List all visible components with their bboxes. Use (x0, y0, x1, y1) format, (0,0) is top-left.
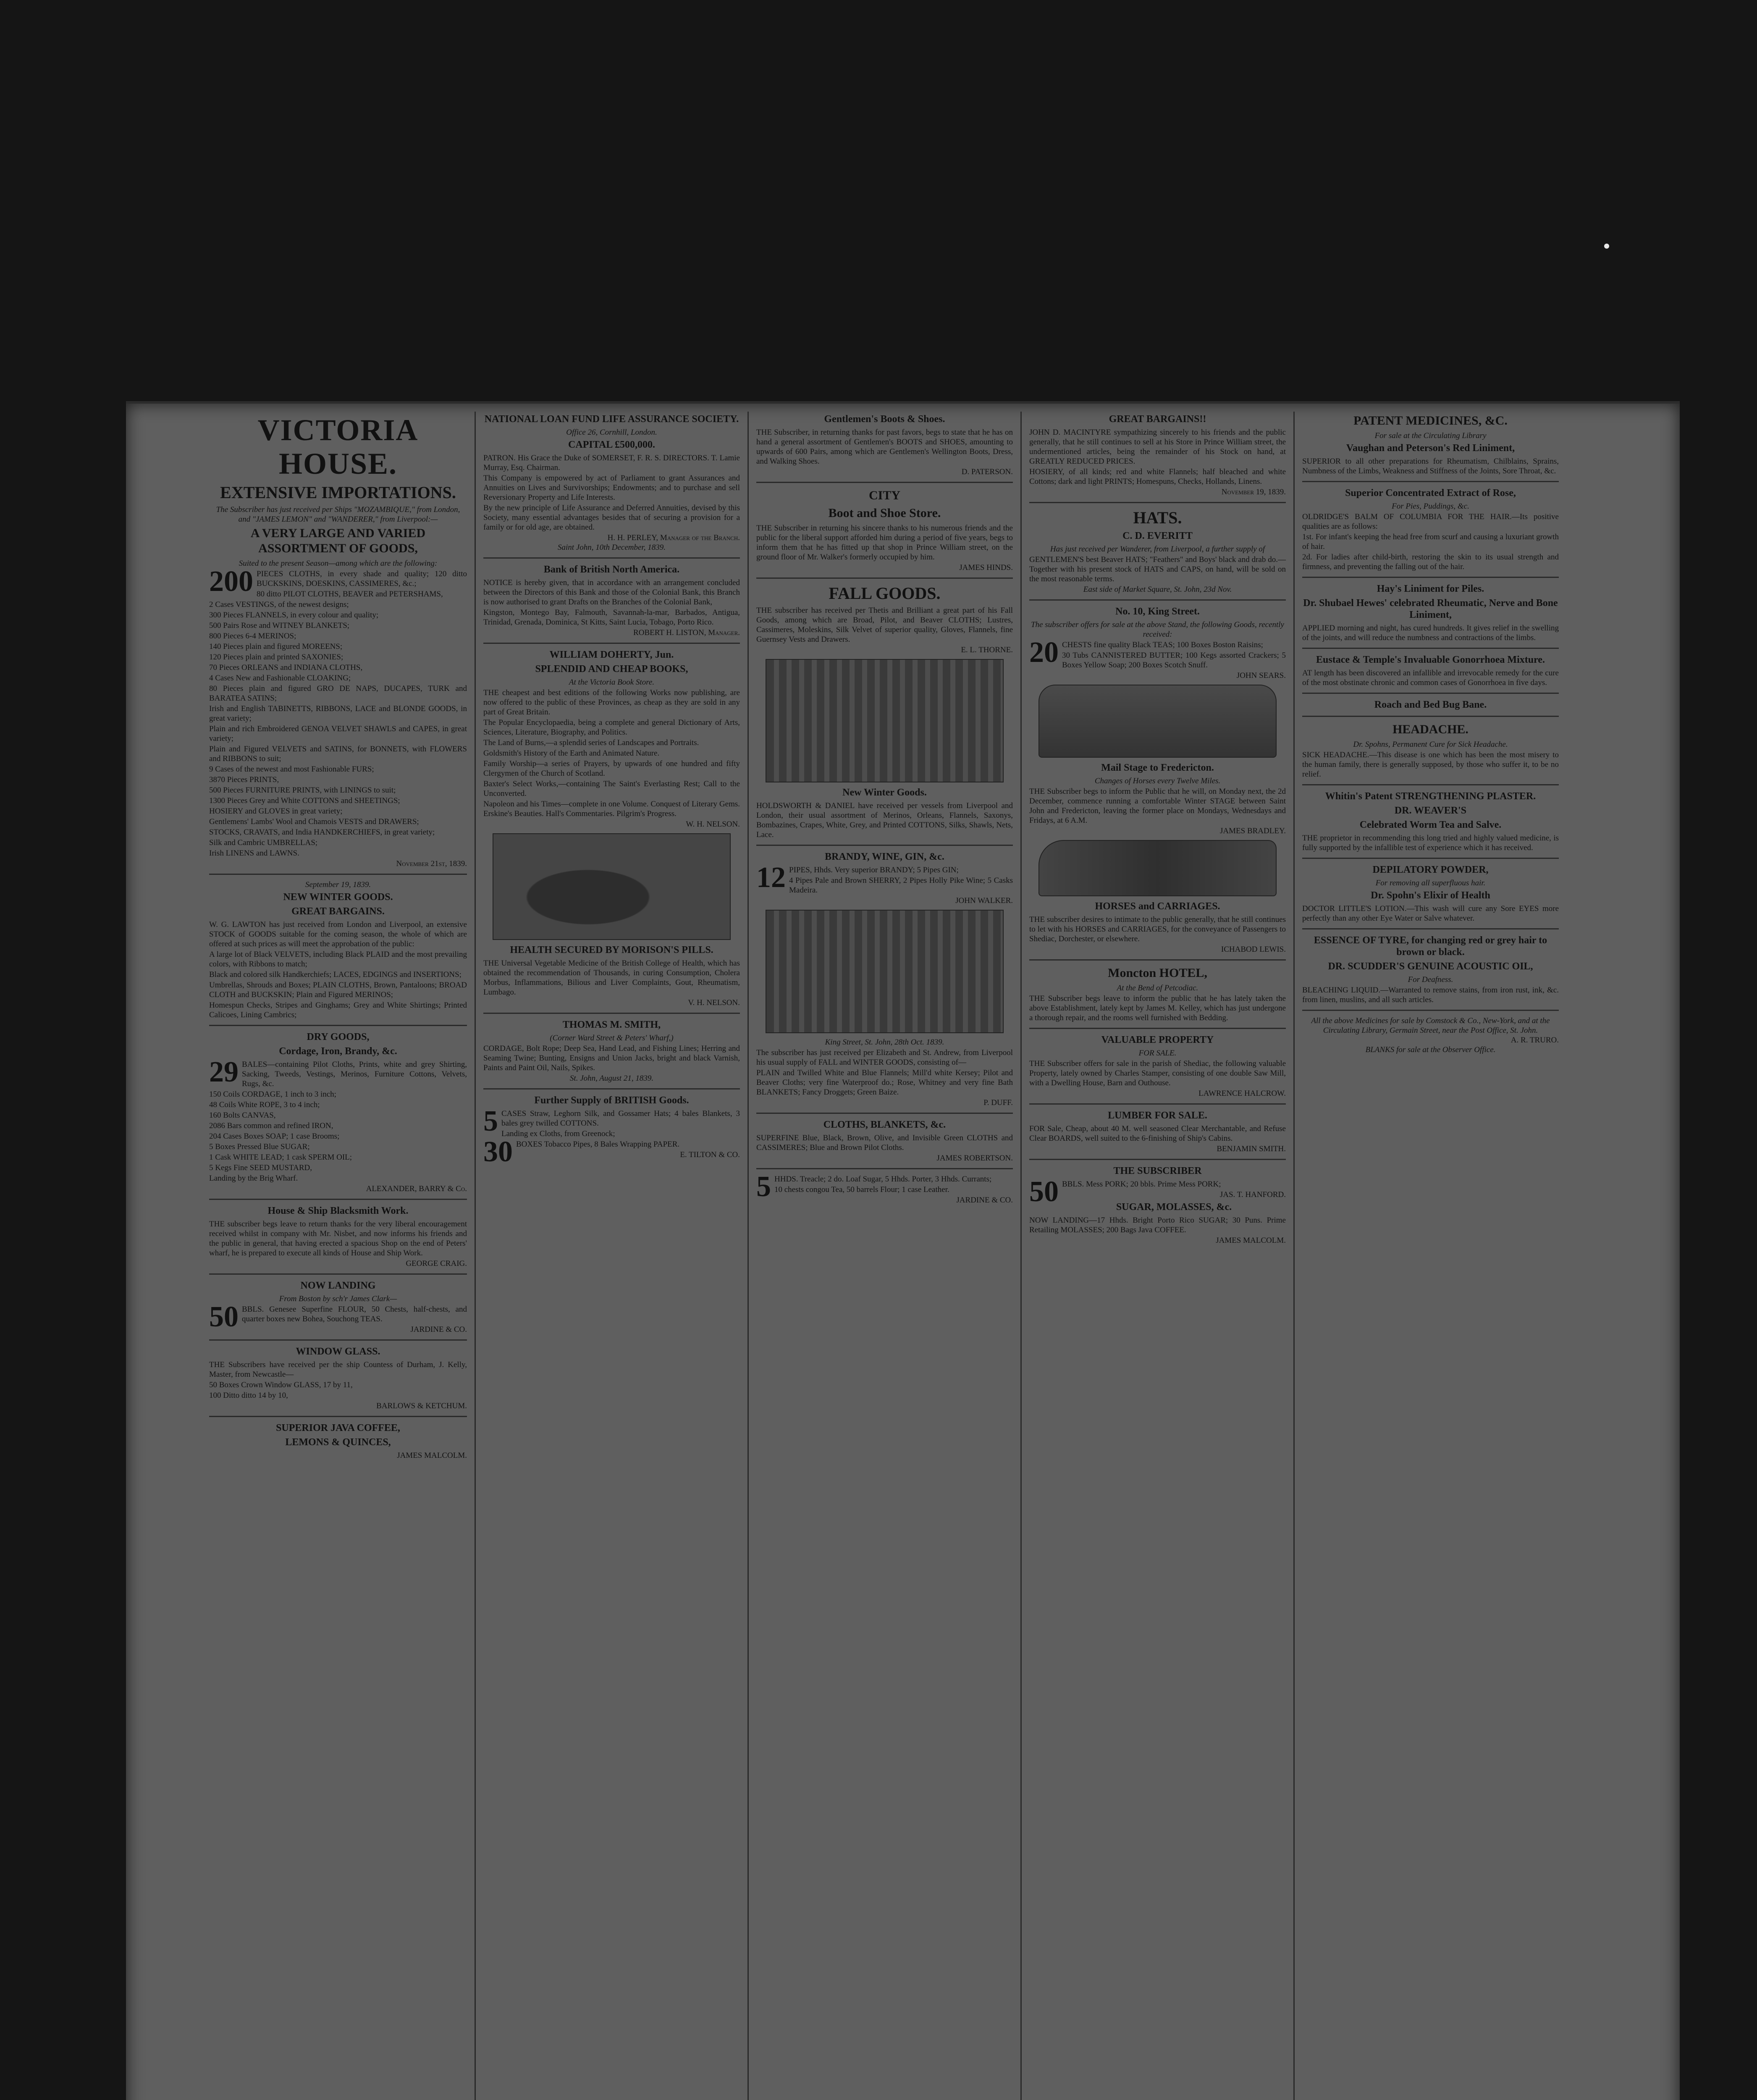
headline: EXTENSIVE IMPORTATIONS. (220, 483, 456, 502)
column-divider (209, 1416, 467, 1417)
headline: Bank of British North America. (543, 564, 680, 575)
headline: VICTORIA HOUSE. (257, 413, 419, 480)
headline: Roach and Bed Bug Bane. (1374, 699, 1487, 710)
ad-text-line: 1 Cask WHITE LEAD; 1 cask SPERM OIL; (209, 1153, 352, 1162)
headline: Boot and Shoe Store. (828, 506, 941, 520)
headline: NOW LANDING (300, 1280, 376, 1291)
ad-text-line: The Popular Encyclopaedia, being a complete and general Dictionary of Arts, Sciences, Literature, Biography, and Politics. (483, 718, 740, 737)
advertiser-signature: ICHABOD LEWIS. (1221, 945, 1286, 954)
lead-text: PIPES, Hhds. Very superior BRANDY; 5 Pipes GIN; (789, 866, 959, 874)
column-divider (1302, 1010, 1559, 1011)
subheading: East side of Market Square, St. John, 23d Nov. (1083, 585, 1232, 594)
ad-text-line: 10 chests congou Tea, 50 barrels Flour; 1 case Leather. (774, 1185, 949, 1194)
advertiser-signature: BARLOWS & KETCHUM. (376, 1402, 467, 1410)
ad-text-line: 150 Coils CORDAGE, 1 inch to 3 inch; (209, 1090, 336, 1099)
coach-woodcut-illustration (1038, 685, 1276, 758)
ad-text-line: STOCKS, CRAVATS, and India HANDKERCHIEFS, in great variety; (209, 828, 435, 837)
headline: C. D. EVERITT (1122, 530, 1193, 541)
ad-text-line: 5 Boxes Pressed Blue SUGAR; (209, 1142, 310, 1151)
headline: Cordage, Iron, Brandy, &c. (279, 1046, 397, 1057)
ad-text-line: 160 Bolts CANVAS, (209, 1111, 276, 1120)
headline: Celebrated Worm Tea and Salve. (1359, 819, 1502, 830)
ad-text-line: 50 Boxes Crown Window GLASS, 17 by 11, (209, 1381, 353, 1389)
ad-text-line: DOCTOR LITTLE'S LOTION.—This wash will cure any Sore EYES more perfectly than any other Eye Water or Salve whatever. (1302, 904, 1559, 923)
advertiser-signature: JAMES ROBERTSON. (936, 1154, 1013, 1163)
subheading: Office 26, Cornhill, London. (566, 428, 657, 437)
advertiser-signature: JAMES BRADLEY. (1220, 827, 1286, 835)
headline: SPLENDID AND CHEAP BOOKS, (535, 664, 688, 675)
subheading: FOR SALE. (1138, 1049, 1177, 1058)
ad-text-line: HOSIERY and GLOVES in great variety; (209, 807, 343, 816)
ad-text-line: A large lot of Black VELVETS, including Black PLAID and the most prevailing colors, with Ribbons to match; (209, 950, 467, 969)
headline: No. 10, King Street. (1115, 606, 1200, 617)
ad-text-line: THE proprietor in recommending this long tried and highly valued medicine, is fully supported by the infallible test of experience which it has received. (1302, 834, 1559, 852)
ad-text-line: THE Subscriber, in returning thanks for past favors, begs to state that he has on hand a general assortment of Gentlemen's BOOTS and SHOES, amounting to upwards of 600 Pairs, among which are Gentlemen's Wellington Boots, Dress, and Walking Shoes. (756, 428, 1013, 466)
subheading: At the Bend of Petcodiac. (1117, 984, 1198, 992)
subheading: The subscriber offers for sale at the above Stand, the following Goods, recently received: (1031, 620, 1284, 639)
subheading: King Street, St. John, 28th Oct. 1839. (825, 1038, 944, 1047)
headline: CITY (868, 488, 900, 502)
ad-text-line: Family Worship—a series of Prayers, by upwards of one hundred and fifty Clergymen of the Church of Scotland. (483, 759, 740, 778)
lead-quantity: 5 (756, 1171, 771, 1203)
headline: Eustace & Temple's Invaluable Gonorrhoea Mixture. (1316, 654, 1545, 665)
subheading: Saint John, 10th December, 1839. (558, 543, 666, 552)
ad-text-line: 3870 Pieces PRINTS, (209, 775, 279, 784)
headline: VALUABLE PROPERTY (1101, 1034, 1214, 1045)
headline: A VERY LARGE AND VARIED ASSORTMENT OF GOODS, (250, 526, 426, 555)
column-divider (1029, 502, 1286, 503)
lead-text: BOXES Tobacco Pipes, 8 Bales Wrapping PAPER. (516, 1140, 680, 1149)
headline: House & Ship Blacksmith Work. (267, 1205, 409, 1216)
headline: THOMAS M. SMITH, (562, 1019, 661, 1030)
ad-text-line: W. G. LAWTON has just received from London and Liverpool, an extensive STOCK of GOODS suitable for the coming season, the whole of which are offered at such prices as will meet the approbation of the public: (209, 920, 467, 948)
ad-text-line: 800 Pieces 6-4 MERINOS; (209, 632, 296, 640)
headline: Vaughan and Peterson's Red Liniment, (1346, 443, 1515, 454)
headline: HORSES and CARRIAGES. (1095, 901, 1220, 912)
subheading: For Deafness. (1408, 975, 1453, 984)
column-divider (756, 1113, 1013, 1114)
headline: Dr. Spohn's Elixir of Health (1371, 890, 1490, 901)
advertiser-signature: November 19, 1839. (1221, 488, 1286, 496)
column-3 (747, 412, 1020, 2100)
ad-text-line: Napoleon and his Times—complete in one Volume. Conquest of Literary Gems. Erskine's Beauties. Hall's Commentaries. Pilgrim's Progress. (483, 800, 740, 818)
advertiser-signature: ALEXANDER, BARRY & Co. (366, 1184, 467, 1193)
advertiser-signature: P. DUFF. (983, 1098, 1013, 1107)
subheading: Dr. Spohns, Permanent Cure for Sick Headache. (1353, 740, 1508, 749)
headline: Gentlemen's Boots & Shoes. (824, 414, 945, 425)
lead-quantity: 29 (209, 1056, 239, 1088)
column-divider (209, 874, 467, 875)
column-divider (209, 1273, 467, 1275)
subheading: Suited to the present Season—among which are the following: (239, 559, 438, 568)
headline: WINDOW GLASS. (296, 1346, 380, 1357)
column-divider (483, 1013, 740, 1014)
headline: Whitin's Patent STRENGTHENING PLASTER. (1325, 791, 1536, 802)
subheading: The Subscriber has just received per Ships "MOZAMBIQUE," from London, and "JAMES LEMON" and "WANDERER," from Liverpool:— (216, 505, 460, 524)
ad-text-line: 2d. For ladies after child-birth, restoring the skin to its usual strength and firmness, and preventing the falling out of the hair. (1302, 553, 1559, 571)
column-divider (1302, 648, 1559, 649)
advertiser-signature: JAMES HINDS. (959, 563, 1013, 572)
advertiser-signature: D. PATERSON. (961, 467, 1013, 476)
ad-text-line: 4 Pipes Pale and Brown SHERRY, 2 Pipes Holly Pike Wine; 5 Casks Madeira. (789, 876, 1013, 895)
ad-text-line: By the new principle of Life Assurance and Deferred Annuities, devised by this Society, many essential advantages besides that of securing a provision for a family or for old age, are obtained. (483, 504, 740, 532)
column-divider (483, 643, 740, 644)
advertiser-signature: LAWRENCE HALCROW. (1198, 1089, 1286, 1098)
ad-text-line: Silk and Cambric UMBRELLAS; (209, 838, 318, 847)
column-divider (1029, 599, 1286, 601)
advertiser-signature: H. H. PERLEY, Manager of the Branch. (607, 533, 740, 542)
column-divider (1029, 959, 1286, 961)
column-divider (756, 845, 1013, 846)
subheading: For Pies, Puddings, &c. (1392, 502, 1469, 511)
column-divider (756, 482, 1013, 483)
ad-text-line: THE Subscriber begs leave to inform the public that he has lately taken the above Establishment, lately kept by James M. Kelley, which has just undergone a thorough repair, and the rooms well furnished with Bedding. (1029, 994, 1286, 1022)
ad-text-line: FOR Sale, Cheap, about 40 M. well seasoned Clear Merchantable, and Refuse Clear BOARDS, well suited to the 6-finishing of Ship's Cabins. (1029, 1124, 1286, 1143)
headline: WILLIAM DOHERTY, Jun. (549, 649, 674, 660)
advertiser-signature: JOHN WALKER. (955, 896, 1013, 905)
advertiser-signature: GEORGE CRAIG. (406, 1259, 467, 1268)
ad-text-line: 500 Pairs Rose and WITNEY BLANKETS; (209, 621, 350, 630)
subheading: For sale at the Circulating Library (1374, 431, 1487, 440)
advertiser-signature: November 21st, 1839. (396, 859, 467, 868)
headline: CAPITAL £500,000. (568, 439, 655, 450)
ad-text-line: Kingston, Montego Bay, Falmouth, Savannah-la-mar, Barbados, Antigua, Trinidad, Grenada, Dominica, St Kitts, Saint Lucia, Tobago, Porto Rico. (483, 608, 740, 627)
lead-text: BBLS. Mess PORK; 20 bbls. Prime Mess PORK; (1062, 1180, 1221, 1189)
ad-text-line: SICK HEADACHE.—This disease is one which has been the most misery to the human family, there is generally supposed, by those who suffer it, to be no relief. (1302, 751, 1559, 779)
advertiser-signature: JOHN SEARS. (1236, 671, 1286, 680)
subheading: From Boston by sch'r James Clark— (279, 1294, 397, 1303)
column-divider (209, 1199, 467, 1200)
subheading: (Corner Ward Street & Peters' Wharf,) (550, 1034, 674, 1042)
advertiser-signature: JAS. T. HANFORD. (1219, 1190, 1286, 1199)
advertiser-signature: V. H. NELSON. (688, 998, 740, 1007)
advertisement-columns (202, 412, 1566, 2100)
headline: Hay's Liniment for Piles. (1377, 583, 1484, 594)
ad-text-line: 1300 Pieces Grey and White COTTONS and SHEETINGS; (209, 796, 400, 805)
lead-text: CASES Straw, Leghorn Silk, and Gossamer Hats; 4 bales Blankets, 3 bales grey twilled COTTONS. (501, 1109, 740, 1128)
ad-text-line: 5 Kegs Fine SEED MUSTARD, (209, 1163, 312, 1172)
ad-text-line: 80 ditto PILOT CLOTHS, BEAVER and PETERSHAMS, (257, 590, 443, 598)
subheading: St. John, August 21, 1839. (569, 1074, 654, 1083)
ad-text-line: This Company is empowered by act of Parliament to grant Assurances and Annuities on Lives and Survivorships; Endowments; and to purchase and sell Reversionary Property and Life Interests. (483, 474, 740, 502)
ad-text-line: THE Subscriber begs to inform the Public that he will, on Monday next, the 2d December, commence running a comfortable Winter STAGE between Saint John and Fredericton, leaving the former place on Mondays, Wednesdays and Fridays, at 6 A.M. (1029, 787, 1286, 825)
ad-text-line: THE Subscriber in returning his sincere thanks to his numerous friends and the public for the liberal support afforded him during a period of five years, begs to inform them that he has fitted up that shop in Prince William street, on the ground floor of Mr. Walker's formerly occupied by him. (756, 524, 1013, 562)
subheading: At the Victoria Book Store. (569, 678, 655, 687)
ad-text-line: SUPERIOR to all other preparations for Rheumatism, Chilblains, Sprains, Numbness of the Limbs, Weakness and Stiffness of the Joints, Sore Throat, &c. (1302, 457, 1559, 475)
headline: DEPILATORY POWDER, (1372, 864, 1489, 875)
ad-text-line: PLAIN and Twilled White and Blue Flannels; Mill'd white Kersey; Pilot and Beaver Cloths; very fine Waterproof do.; Rose, Whitney and very fine Bath BLANKETS; Fancy Droggets; Green Baize. (756, 1068, 1013, 1097)
headline: HEADACHE. (1392, 722, 1469, 736)
ad-text-line: 70 Pieces ORLEANS and INDIANA CLOTHS, (209, 663, 363, 672)
advertiser-signature: A. R. TRURO. (1510, 1036, 1559, 1045)
lead-quantity: 50 (1029, 1176, 1059, 1208)
column-divider (483, 557, 740, 559)
ad-text-line: Irish and English TABINETTS, RIBBONS, LACE and BLONDE GOODS, in great variety; (209, 704, 467, 723)
ad-text-line: 2086 Bars common and refined IRON, (209, 1121, 333, 1130)
advertiser-signature: JARDINE & CO. (410, 1325, 467, 1334)
ad-text-line: Irish LINENS and LAWNS. (209, 849, 299, 858)
ad-text-line: SUPERFINE Blue, Black, Brown, Olive, and Invisible Green CLOTHS and CASSIMERES; Blue and Brown Pilot Cloths. (756, 1134, 1013, 1152)
ad-text-line: Black and colored silk Handkerchiefs; LACES, EDGINGS and INSERTIONS; (209, 970, 462, 979)
advertiser-signature: JAMES MALCOLM. (397, 1451, 467, 1460)
ad-text-line: 140 Pieces plain and figured MOREENS; (209, 642, 343, 651)
ad-text-line: Gentlemens' Lambs' Wool and Chamois VESTS and DRAWERS; (209, 817, 419, 826)
headline: Superior Concentrated Extract of Rose, (1345, 488, 1516, 499)
column-2 (475, 412, 747, 2100)
ad-text-line: Baxter's Select Works,—containing The Saint's Everlasting Rest; Call to the Unconverted. (483, 780, 740, 798)
ad-text-line: The Land of Burns,—a splendid series of Landscapes and Portraits. (483, 738, 699, 747)
column-divider (1302, 577, 1559, 578)
lead-quantity: 50 (209, 1301, 239, 1333)
lead-text: BALES—containing Pilot Cloths, Prints, white and grey Shirting, Sacking, Tweeds, Vestings, Merinos, Furniture Cottons, Velvets, Rugs, &c. (242, 1060, 467, 1088)
lead-quantity: 20 (1029, 636, 1059, 669)
column-divider (1302, 693, 1559, 694)
advertiser-signature: JAMES MALCOLM. (1216, 1236, 1286, 1245)
advertiser-signature: W. H. NELSON. (686, 820, 740, 829)
ad-text-line: OLDRIDGE'S BALM OF COLUMBIA FOR THE HAIR.—Its positive qualities are as follows: (1302, 512, 1559, 531)
subheading: Has just received per Wanderer, from Liverpool, a further supply of (1050, 545, 1265, 554)
headline: SUGAR, MOLASSES, &c. (1116, 1202, 1232, 1213)
column-4 (1020, 412, 1293, 2100)
ad-text-line: 204 Cases Boxes SOAP; 1 case Brooms; (209, 1132, 340, 1141)
column-divider (1302, 784, 1559, 785)
headline: BRANDY, WINE, GIN, &c. (825, 851, 944, 862)
ad-text-line: Goldsmith's History of the Earth and Animated Nature. (483, 749, 660, 758)
ad-text-line: NOW LANDING—17 Hhds. Bright Porto Rico SUGAR; 30 Puns. Prime Retailing MOLASSES; 200 Bags Java COFFEE. (1029, 1216, 1286, 1234)
lead-text: BBLS. Genesee Superfine FLOUR, 50 Chests, half-chests, and quarter boxes new Bohea, Souchong TEAS. (242, 1305, 467, 1323)
headline: GREAT BARGAINS. (291, 906, 385, 917)
ad-text-line: Umbrellas, Shrouds and Boxes; PLAIN CLOTHS, Brown, Pantaloons; BROAD CLOTH and BUCKSKIN; Plain and Figured MERINOS; (209, 981, 467, 999)
lead-quantity: 5 (483, 1105, 498, 1137)
ad-text-line: THE subscriber has received per Thetis and Brilliant a great part of his Fall Goods, among which are Broad, Pilot, and Beaver CLOTHS; Lustres, Cassimeres, Moleskins, Silk Velvet of superior quality, Gloves, Flannels, fine Guernsey Vests and Drawers. (756, 606, 1013, 644)
ad-text-line: AT length has been discovered an infallible and irrevocable remedy for the cure of the most obstinate chronic and common cases of Gonorrhoea in five days. (1302, 669, 1559, 687)
subheading: September 19, 1839. (305, 880, 371, 889)
headline: GREAT BARGAINS!! (1109, 414, 1206, 425)
ad-text-line: Landing by the Brig Wharf. (209, 1174, 298, 1183)
ad-text-line: CORDAGE, Bolt Rope; Deep Sea, Hand Lead, and Fishing Lines; Herring and Seaming Twine; Bunting, Ensigns and Union Jacks, bright and black Varnish, Paints and Paint Oil, Nails, Spikes. (483, 1044, 740, 1072)
ad-text-line: 30 Tubs CANNISTERED BUTTER; 100 Kegs assorted Crackers; 5 Boxes Yellow Soap; 200 Boxes Scotch Snuff. (1062, 651, 1286, 669)
headline: ESSENCE OF TYRE, for changing red or grey hair to brown or black. (1314, 935, 1547, 958)
ad-text-line: 1st. For infant's keeping the head free from scurf and causing a luxuriant growth of hair. (1302, 533, 1559, 551)
ad-text-line: THE subscriber begs leave to return thanks for the very liberal encouragement received whilst in company with Mr. Nisbet, and now informs his friends and the public in general, that having erected a spacious Shop on the end of Peters' wharf, he is prepared to execute all kinds of House and Ship Work. (209, 1220, 467, 1257)
ad-text-line: The subscriber has just received per Elizabeth and St. Andrew, from Liverpool his usual supply of FALL and WINTER GOODS, consisting of— (756, 1048, 1013, 1067)
column-divider (1029, 1159, 1286, 1160)
horse-woodcut-illustration (1038, 840, 1276, 896)
page-top-rule (126, 401, 1680, 404)
lead-quantity: 30 (483, 1136, 513, 1168)
column-divider (756, 1168, 1013, 1169)
subheading: All the above Medicines for sale by Comstock & Co., New-York, and at the Circulating Library, Germain Street, near the Post Office, St. John. (1311, 1016, 1550, 1035)
ad-text-line: THE Subscribers have received per the ship Countess of Durham, J. Kelly, Master, from Newcastle— (209, 1360, 467, 1379)
headline: FALL GOODS. (829, 584, 941, 603)
headline: Dr. Shubael Hewes' celebrated Rheumatic, Nerve and Bone Liniment, (1303, 598, 1558, 620)
headline: New Winter Goods. (842, 787, 927, 798)
ad-text-line: 80 Pieces plain and figured GRO DE NAPS, DUCAPES, TURK and BARATEA SATINS; (209, 684, 467, 703)
ad-text-line: APPLIED morning and night, has cured hundreds. It gives relief in the swelling of the joints, and will reduce the numbness and contractions of the limbs. (1302, 624, 1559, 642)
ad-lead-paragraph (209, 1056, 467, 1089)
column-divider (209, 1339, 467, 1341)
column-5 (1293, 412, 1566, 2100)
ad-text-line: GENTLEMEN'S best Beaver HATS; "Feathers" and Boys' black and drab do.—Together with his present stock of HATS and CAPS, on hand, will be sold on the most reasonable terms. (1029, 555, 1286, 583)
advertiser-signature: E. L. THORNE. (961, 646, 1013, 654)
column-divider (1029, 1103, 1286, 1105)
lead-quantity: 200 (209, 565, 253, 598)
ad-text-line: HOSIERY, of all kinds; red and white Flannels; half bleached and white Cottons; dark and light PRINTS; Homespuns, Checks, Hollands, Linens. (1029, 467, 1286, 486)
advertiser-signature: JARDINE & CO. (956, 1196, 1013, 1205)
ad-text-line: Plain and Figured VELVETS and SATINS, for BONNETS, with FLOWERS and RIBBONS to suit; (209, 745, 467, 763)
ad-text-line: 100 Ditto ditto 14 by 10, (209, 1391, 288, 1400)
ad-text-line: 500 Pieces FURNITURE PRINTS, with LININGS to suit; (209, 786, 396, 795)
ad-text-line: 120 Pieces plain and printed SAXONIES; (209, 653, 344, 662)
store-woodcut-illustration (766, 910, 1003, 1033)
ad-text-line: 2 Cases VESTINGS, of the newest designs; (209, 600, 349, 609)
column-divider (1302, 716, 1559, 717)
column-divider (1302, 481, 1559, 482)
headline: HEALTH SECURED BY MORISON'S PILLS. (510, 945, 713, 956)
headline: Mail Stage to Fredericton. (1101, 762, 1214, 773)
ad-text-line: THE Subscriber offers for sale in the parish of Shediac, the following valuable Property, lately owned by Charles Stamper, consisting of one double Saw Mill, with a Dwelling House, Barn and Outhouse. (1029, 1059, 1286, 1087)
headline: DRY GOODS, (307, 1032, 370, 1042)
lead-text: HHDS. Treacle; 2 do. Loaf Sugar, 5 Hhds. Porter, 3 Hhds. Currants; (774, 1175, 992, 1184)
headline: HATS. (1133, 508, 1182, 527)
headline: SUPERIOR JAVA COFFEE, (276, 1423, 400, 1433)
headline: Further Supply of BRITISH Goods. (534, 1095, 689, 1106)
column-divider (1029, 1028, 1286, 1029)
column-1 (202, 412, 475, 2100)
column-divider (756, 578, 1013, 579)
column-divider (1302, 928, 1559, 929)
advertiser-signature: ROBERT H. LISTON, Manager. (633, 628, 740, 637)
column-divider (1302, 858, 1559, 859)
subheading: For removing all superfluous hair. (1375, 879, 1486, 887)
ad-text-line: 48 Coils White ROPE, 3 to 4 inch; (209, 1100, 320, 1109)
headline: DR. WEAVER'S (1394, 805, 1467, 816)
subheading: BLANKS for sale at the Observer Office. (1365, 1045, 1496, 1054)
headline: LEMONS & QUINCES, (285, 1437, 391, 1448)
ad-text-line: HOLDSWORTH & DANIEL have received per vessels from Liverpool and London, their usual assortment of Merinos, Orleans, Flannels, Saxonys, Bombazines, Crapes, White, Grey, and Printed COTTONS, Silks, Shawls, Nets, Lace. (756, 801, 1013, 839)
headline: NEW WINTER GOODS. (283, 892, 393, 903)
ad-text-line: Plain and rich Embroidered GENOA VELVET SHAWLS and CAPES, in great variety; (209, 724, 467, 743)
headline: CLOTHS, BLANKETS, &c. (823, 1119, 946, 1130)
ad-text-line: Landing ex Cloths, from Greenock; (501, 1129, 615, 1138)
lead-text: CHESTS fine quality Black TEAS; 100 Boxes Boston Raisins; (1062, 640, 1263, 649)
page-speck (1604, 244, 1609, 249)
ad-text-line: JOHN D. MACINTYRE sympathizing sincerely to his friends and the public generally, that he still continues to sell at his Store in Prince William street, the undermentioned articles, being the remainder of his Stock on hand, at GREATLY REDUCED PRICES. (1029, 428, 1286, 466)
advertiser-signature: BENJAMIN SMITH. (1217, 1144, 1286, 1153)
headline: NATIONAL LOAN FUND LIFE ASSURANCE SOCIETY. (484, 414, 739, 425)
lead-quantity: 12 (756, 861, 786, 894)
ad-text-line: Homespun Checks, Stripes and Ginghams; Grey and White Shirtings; Printed Calicoes, Lining Cambrics; (209, 1001, 467, 1019)
ad-text-line: THE cheapest and best editions of the following Works now publishing, are now offered to the public of these Provinces, as cheap as they are sold in any part of Great Britain. (483, 688, 740, 717)
ad-text-line: THE Universal Vegetable Medicine of the British College of Health, which has obtained the recommendation of Thousands, in curing Consumption, Cholera Morbus, Inflammations, Bilious and Liver Complaints, Gout, Rheumatism, Lumbago. (483, 959, 740, 997)
advertiser-signature: E. TILTON & CO. (680, 1150, 740, 1159)
column-divider (483, 1088, 740, 1089)
ad-text-line: PATRON. His Grace the Duke of SOMERSET, F. R. S. DIRECTORS. T. Lamie Murray, Esq. Chairman. (483, 454, 740, 472)
headline: DR. SCUDDER'S GENUINE ACOUSTIC OIL, (1328, 961, 1533, 972)
store-woodcut-illustration (766, 659, 1003, 782)
ad-text-line: BLEACHING LIQUID.—Warranted to remove stains, from iron rust, ink, &c. from linen, muslins, and all such articles. (1302, 986, 1559, 1004)
column-divider (209, 1025, 467, 1026)
subheading: Changes of Horses every Twelve Miles. (1094, 777, 1221, 785)
headline: PATENT MEDICINES, &C. (1353, 414, 1508, 428)
ad-text-line: 4 Cases New and Fashionable CLOAKING; (209, 674, 351, 682)
ad-text-line: THE subscriber desires to intimate to the public generally, that he still continues to let with his HORSES and CARRIAGES, for the conveyance of Passengers to Shediac, Dorchester, or elsewhere. (1029, 915, 1286, 943)
ad-text-line: 9 Cases of the newest and most Fashionable FURS; (209, 765, 374, 774)
headline: THE SUBSCRIBER (1113, 1166, 1202, 1176)
headline: LUMBER FOR SALE. (1108, 1110, 1207, 1121)
figure-woodcut-illustration (493, 833, 730, 940)
lead-text: PIECES CLOTHS, in every shade and quality; 120 ditto BUCKSKINS, DOESKINS, CASSIMERES, &c.; (257, 570, 467, 588)
ad-text-line: 300 Pieces FLANNELS, in every colour and quality; (209, 611, 379, 620)
headline: Moncton HOTEL, (1108, 966, 1207, 980)
ad-text-line: NOTICE is hereby given, that in accordance with an arrangement concluded between the Directors of this Bank and those of the Colonial Bank, this Branch is now authorised to grant Drafts on the Branches of the Colonial Bank, (483, 578, 740, 606)
